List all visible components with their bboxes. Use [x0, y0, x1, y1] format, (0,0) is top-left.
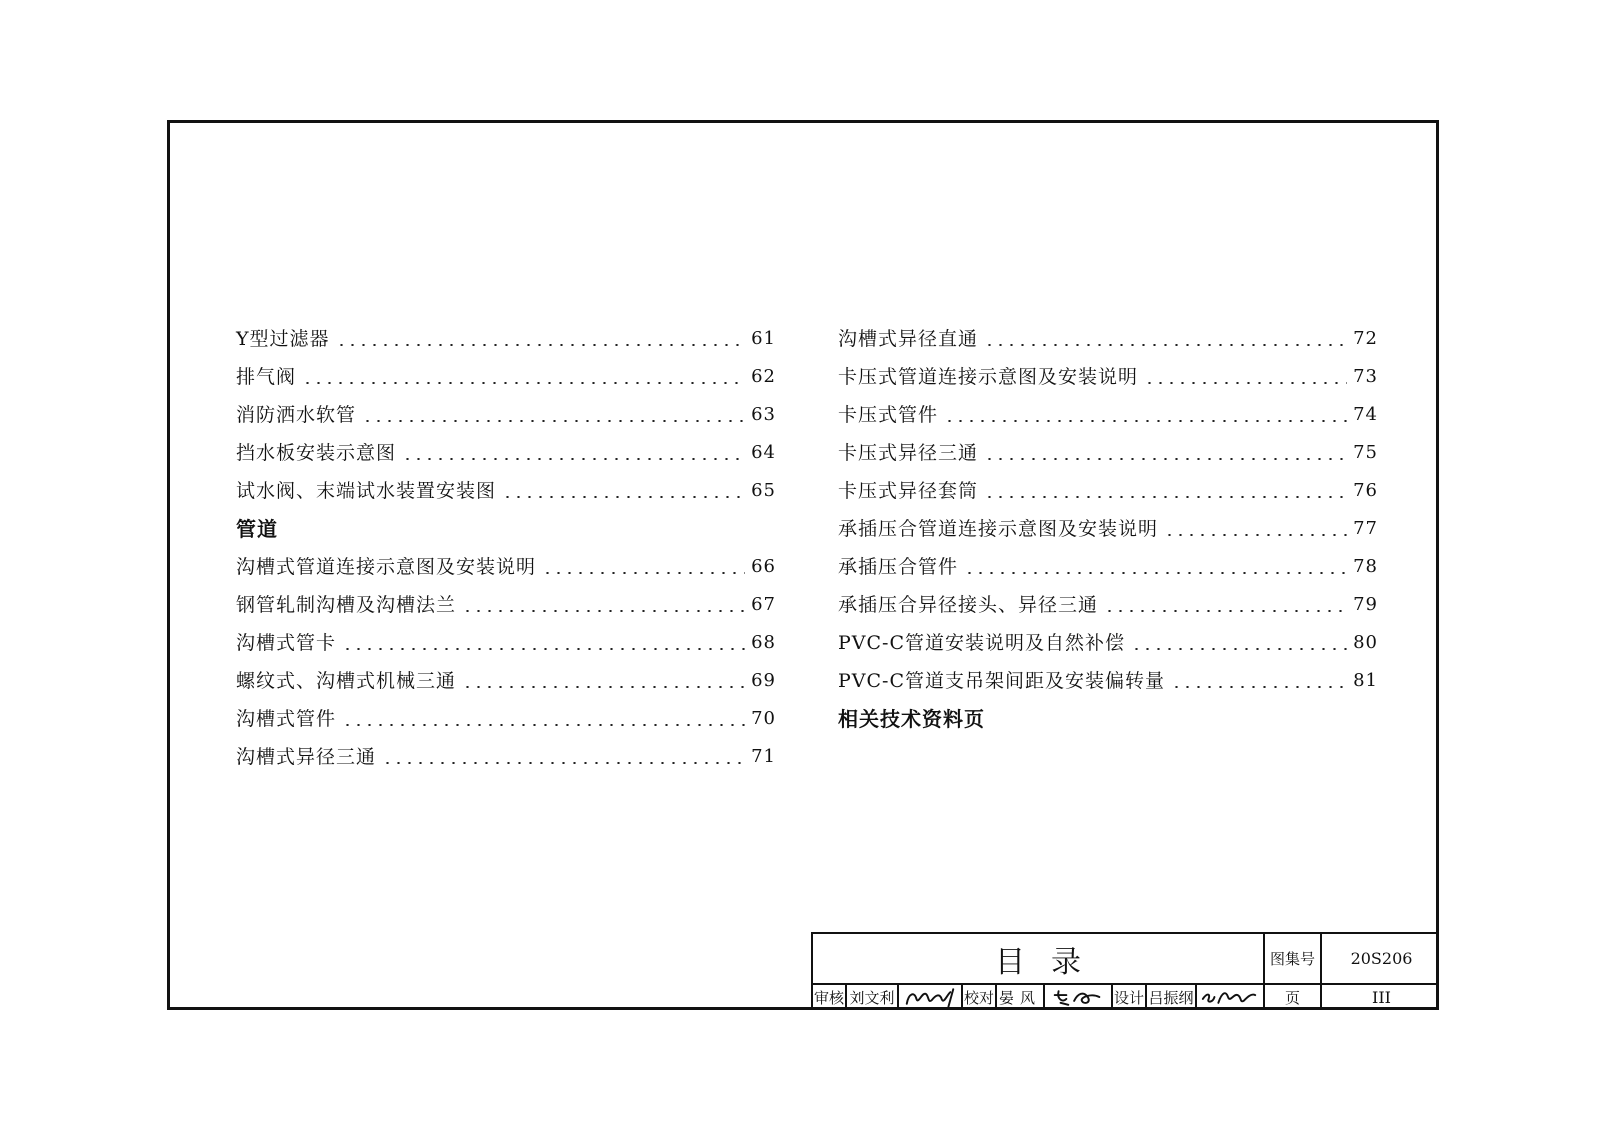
- toc-section-heading: [838, 693, 1378, 731]
- reviewer-name: 刘文利: [847, 985, 899, 1010]
- toc-entry-label: 排气阀: [236, 366, 297, 388]
- toc-entry[interactable]: [236, 693, 776, 731]
- signature-image: [1197, 985, 1263, 1010]
- title-block: [811, 932, 1439, 1010]
- toc-entry-page: 71: [751, 746, 776, 767]
- toc-entry[interactable]: [838, 617, 1378, 655]
- leader-dots: [362, 420, 745, 422]
- toc-entry-page: 65: [751, 480, 776, 501]
- leader-dots: [964, 572, 1347, 574]
- toc-entry-page: 68: [751, 632, 776, 653]
- toc-entry[interactable]: [236, 351, 776, 389]
- toc-entry[interactable]: [838, 541, 1378, 579]
- toc-entry[interactable]: [236, 579, 776, 617]
- leader-dots: [1131, 648, 1347, 650]
- leader-dots: [462, 610, 745, 612]
- toc-entry[interactable]: [838, 465, 1378, 503]
- leader-dots: [342, 724, 745, 726]
- leader-dots: [1171, 686, 1347, 688]
- toc-entry[interactable]: [838, 351, 1378, 389]
- toc-entry-label: 沟槽式管件: [236, 708, 337, 730]
- leader-dots: [382, 762, 745, 764]
- toc-entry[interactable]: [236, 313, 776, 351]
- page-number: III: [1372, 988, 1391, 1007]
- toc-entry-label: 沟槽式异径三通: [236, 746, 377, 768]
- toc-entry-page: 78: [1353, 556, 1378, 577]
- leader-dots: [542, 572, 745, 574]
- toc-entry-label: 承插压合异径接头、异径三通: [838, 594, 1099, 616]
- leader-dots: [1164, 534, 1347, 536]
- toc-entry-page: 76: [1353, 480, 1378, 501]
- toc-entry-page: 80: [1353, 632, 1378, 653]
- toc-entry-page: 70: [751, 708, 776, 729]
- leader-dots: [984, 496, 1347, 498]
- toc-entry-label: 试水阀、末端试水装置安装图: [236, 480, 497, 502]
- toc-entry-label: 螺纹式、沟槽式机械三通: [236, 670, 457, 692]
- checker-name: 晏风: [997, 985, 1045, 1010]
- toc-entry-label: Y型过滤器: [236, 328, 330, 350]
- toc-entry-page: 74: [1353, 404, 1378, 425]
- toc-entry-label: 卡压式管件: [838, 404, 939, 426]
- title-block-bottom-row: [813, 985, 1439, 1010]
- signature-image: [899, 985, 961, 1010]
- leader-dots: [502, 496, 745, 498]
- reviewer-signature: [899, 985, 963, 1010]
- toc-entry-label: 沟槽式管道连接示意图及安装说明: [236, 556, 537, 578]
- toc-entry-page: 61: [751, 328, 776, 349]
- toc-entry-label: PVC-C管道支吊架间距及安装偏转量: [838, 670, 1166, 692]
- toc-entry-page: 75: [1353, 442, 1378, 463]
- leader-dots: [984, 344, 1347, 346]
- atlas-number-label: 图集号: [1265, 934, 1322, 983]
- toc-entry[interactable]: [236, 541, 776, 579]
- designer-name: 吕振纲: [1147, 985, 1197, 1010]
- toc-entry[interactable]: [838, 579, 1378, 617]
- leader-dots: [462, 686, 745, 688]
- check-label: 校对: [963, 985, 997, 1010]
- toc-entry[interactable]: [838, 655, 1378, 693]
- toc-entry-page: 67: [751, 594, 776, 615]
- toc-entry-label: 承插压合管件: [838, 556, 959, 578]
- toc-entry[interactable]: [236, 389, 776, 427]
- signature-image: [1045, 985, 1111, 1010]
- toc-entry-label: 消防洒水软管: [236, 404, 357, 426]
- toc-entry-page: 73: [1353, 366, 1378, 387]
- toc-entry-page: 64: [751, 442, 776, 463]
- toc-entry-label: 挡水板安装示意图: [236, 442, 397, 464]
- toc-entry-page: 77: [1353, 518, 1378, 539]
- toc-entry[interactable]: [236, 465, 776, 503]
- toc-entry-page: 72: [1353, 328, 1378, 349]
- leader-dots: [1104, 610, 1347, 612]
- checker-signature: [1045, 985, 1113, 1010]
- document-title: 目录: [813, 934, 1265, 983]
- toc-entry-page: 79: [1353, 594, 1378, 615]
- toc-entry-label: 沟槽式异径直通: [838, 328, 979, 350]
- toc-entry-label: 承插压合管道连接示意图及安装说明: [838, 518, 1159, 540]
- toc-entry-label: 卡压式异径套筒: [838, 480, 979, 502]
- review-label: 审核: [813, 985, 847, 1010]
- atlas-number: 20S206: [1350, 949, 1413, 968]
- toc-entry-label: 卡压式异径三通: [838, 442, 979, 464]
- toc-entry[interactable]: [236, 731, 776, 769]
- toc-entry[interactable]: [838, 313, 1378, 351]
- toc-entry[interactable]: [236, 655, 776, 693]
- toc-entry-page: 66: [751, 556, 776, 577]
- toc-entry[interactable]: [838, 427, 1378, 465]
- toc-left-column: [236, 313, 776, 769]
- toc-entry[interactable]: [838, 389, 1378, 427]
- toc-entry-page: 81: [1353, 670, 1378, 691]
- section-heading-label: 相关技术资料页: [838, 707, 985, 731]
- toc-entry-page: 63: [751, 404, 776, 425]
- leader-dots: [336, 344, 746, 346]
- toc-entry[interactable]: [838, 503, 1378, 541]
- page-label: 页: [1265, 985, 1322, 1010]
- toc-entry-label: 沟槽式管卡: [236, 632, 337, 654]
- toc-right-column: [838, 313, 1378, 731]
- leader-dots: [984, 458, 1347, 460]
- toc-entry[interactable]: [236, 617, 776, 655]
- title-block-top-row: [813, 934, 1439, 985]
- toc-entry-label: 卡压式管道连接示意图及安装说明: [838, 366, 1139, 388]
- design-label: 设计: [1113, 985, 1147, 1010]
- leader-dots: [402, 458, 745, 460]
- toc-entry-page: 62: [751, 366, 776, 387]
- toc-entry-label: 钢管轧制沟槽及沟槽法兰: [236, 594, 457, 616]
- toc-entry-page: 69: [751, 670, 776, 691]
- leader-dots: [944, 420, 1347, 422]
- toc-entry-label: PVC-C管道安装说明及自然补偿: [838, 632, 1126, 654]
- leader-dots: [1144, 382, 1347, 384]
- leader-dots: [302, 382, 745, 384]
- toc-entry[interactable]: [236, 427, 776, 465]
- leader-dots: [342, 648, 745, 650]
- designer-signature: [1197, 985, 1265, 1010]
- toc-section-heading: [236, 503, 776, 541]
- section-heading-label: 管道: [236, 517, 278, 541]
